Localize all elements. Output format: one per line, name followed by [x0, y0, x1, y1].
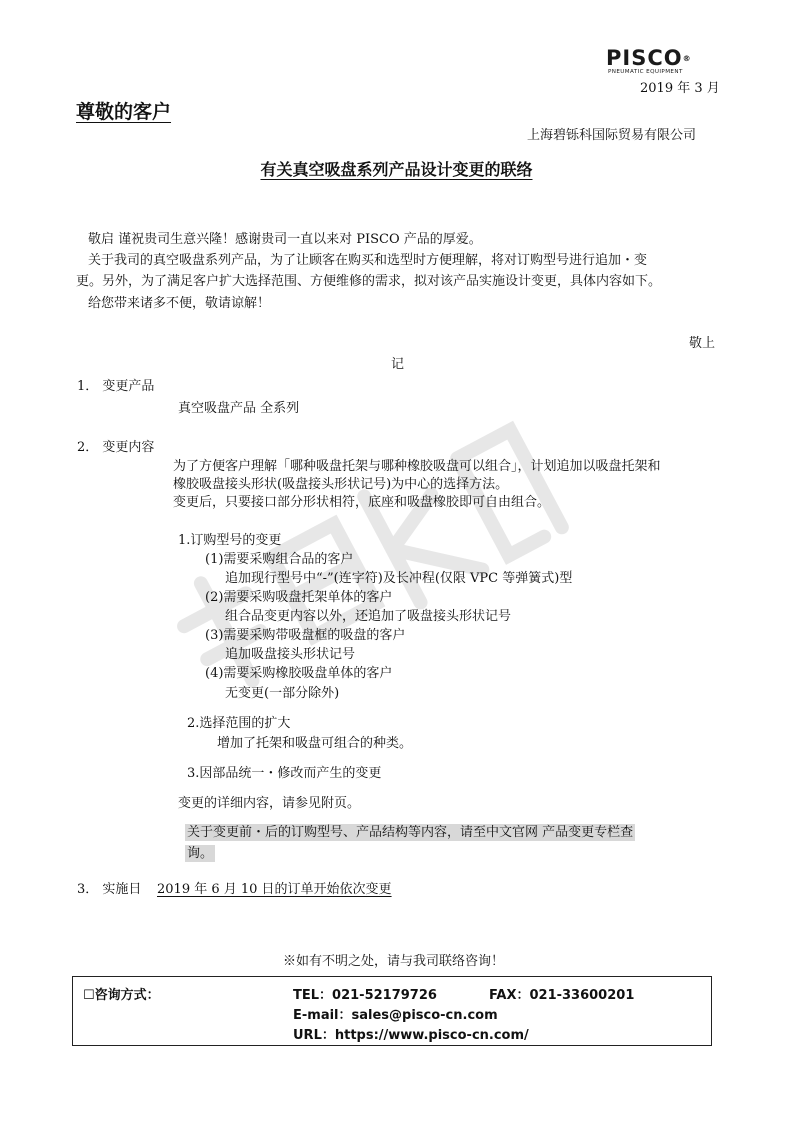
- implementation-date: 2019 年 6 月 10 日的订单开始依次变更: [157, 882, 392, 897]
- section-2-heading: 2． 变更内容: [77, 440, 155, 455]
- section-2-desc-line-1: 为了方便客户理解「哪种吸盘托架与哪种橡胶吸盘可以组合」，计划追加以吸盘托架和: [173, 459, 661, 474]
- contact-url[interactable]: URL：https://www.pisco-cn.com/: [293, 1028, 529, 1043]
- list-item-3-detail: 追加吸盘接头形状记号: [225, 647, 356, 662]
- page-title: 有关真空吸盘系列产品设计变更的联络: [260, 160, 533, 179]
- contact-tel: TEL：021-52179726: [293, 988, 437, 1003]
- list-item-2-detail: 组合品变更内容以外，还追加了吸盘接头形状记号: [225, 609, 512, 624]
- list-item-4-title: (4)需要采购橡胶吸盘单体的客户: [205, 666, 393, 681]
- footer-note: ※如有不明之处，请与我司联络咨询！: [283, 954, 505, 969]
- intro-line-2: 关于我司的真空吸盘系列产品，为了让顾客在购买和选型时方便理解，将对订购型号进行追加・变: [88, 253, 648, 268]
- list-item-4-detail: 无变更(一部分除外): [225, 686, 340, 701]
- closing-text: 敬上: [689, 336, 716, 351]
- document-date: 2019 年 3 月: [640, 81, 720, 96]
- section-2-desc-line-2: 橡胶吸盘接头形状(吸盘接头形状记号)为中心的选择方法。: [173, 477, 509, 492]
- list-item-1-detail: 追加现行型号中“-”(连字符)及长冲程(仅限 VPC 等弹簧式)型: [225, 571, 573, 586]
- logo-subtitle: PNEUMATIC EQUIPMENT: [608, 69, 683, 75]
- pisco-logo: [606, 48, 718, 75]
- contact-email[interactable]: E-mail：sales@pisco-cn.com: [293, 1008, 498, 1023]
- detail-note: 变更的详细内容，请参见附页。: [178, 796, 361, 811]
- intro-line-1: 敬启 谨祝贵司生意兴隆！感谢贵司一直以来对 PISCO 产品的厚爱。: [88, 232, 482, 247]
- subsection-2-detail: 增加了托架和吸盘可组合的种类。: [217, 736, 413, 751]
- logo-registered-mark: ®: [682, 54, 692, 63]
- section-1-heading: 1． 变更产品: [77, 379, 155, 394]
- list-item-1-title: (1)需要采购组合品的客户: [205, 552, 354, 567]
- contact-label: ☐咨询方式：: [83, 988, 160, 1003]
- list-item-3-title: (3)需要采购带吸盘框的吸盘的客户: [205, 628, 406, 643]
- subsection-1-title: 1.订购型号的变更: [178, 533, 282, 548]
- section-1-content: 真空吸盘产品 全系列: [178, 401, 300, 416]
- list-item-2-title: (2)需要采购吸盘托架单体的客户: [205, 590, 393, 605]
- ji-heading: 记: [391, 357, 405, 372]
- highlight-note: [185, 821, 635, 861]
- contact-fax: FAX：021-33600201: [489, 988, 635, 1003]
- subsection-2-title: 2.选择范围的扩大: [187, 716, 291, 731]
- section-2-desc-line-3: 变更后，只要接口部分形状相符，底座和吸盘橡胶即可自由组合。: [173, 495, 551, 510]
- highlight-line-1: 关于变更前・后的订购型号、产品结构等内容，请至中文官网 产品变更专栏查: [187, 825, 634, 840]
- intro-line-4: 给您带来诸多不便，敬请谅解！: [88, 296, 271, 311]
- section-3-heading: 3． 实施日: [77, 882, 142, 897]
- intro-line-3: 更。另外，为了满足客户扩大选择范围、方便维修的需求，拟对该产品实施设计变更，具体内容如下。: [76, 274, 662, 289]
- company-name: 上海碧铄科国际贸易有限公司: [527, 128, 697, 143]
- contact-box: [72, 976, 712, 1046]
- subsection-3-title: 3.因部品统一・修改而产生的变更: [187, 766, 382, 781]
- highlight-line-2: 询。: [187, 846, 214, 861]
- greeting: 尊敬的客户: [76, 101, 172, 123]
- logo-wordmark: PISCO: [606, 46, 683, 70]
